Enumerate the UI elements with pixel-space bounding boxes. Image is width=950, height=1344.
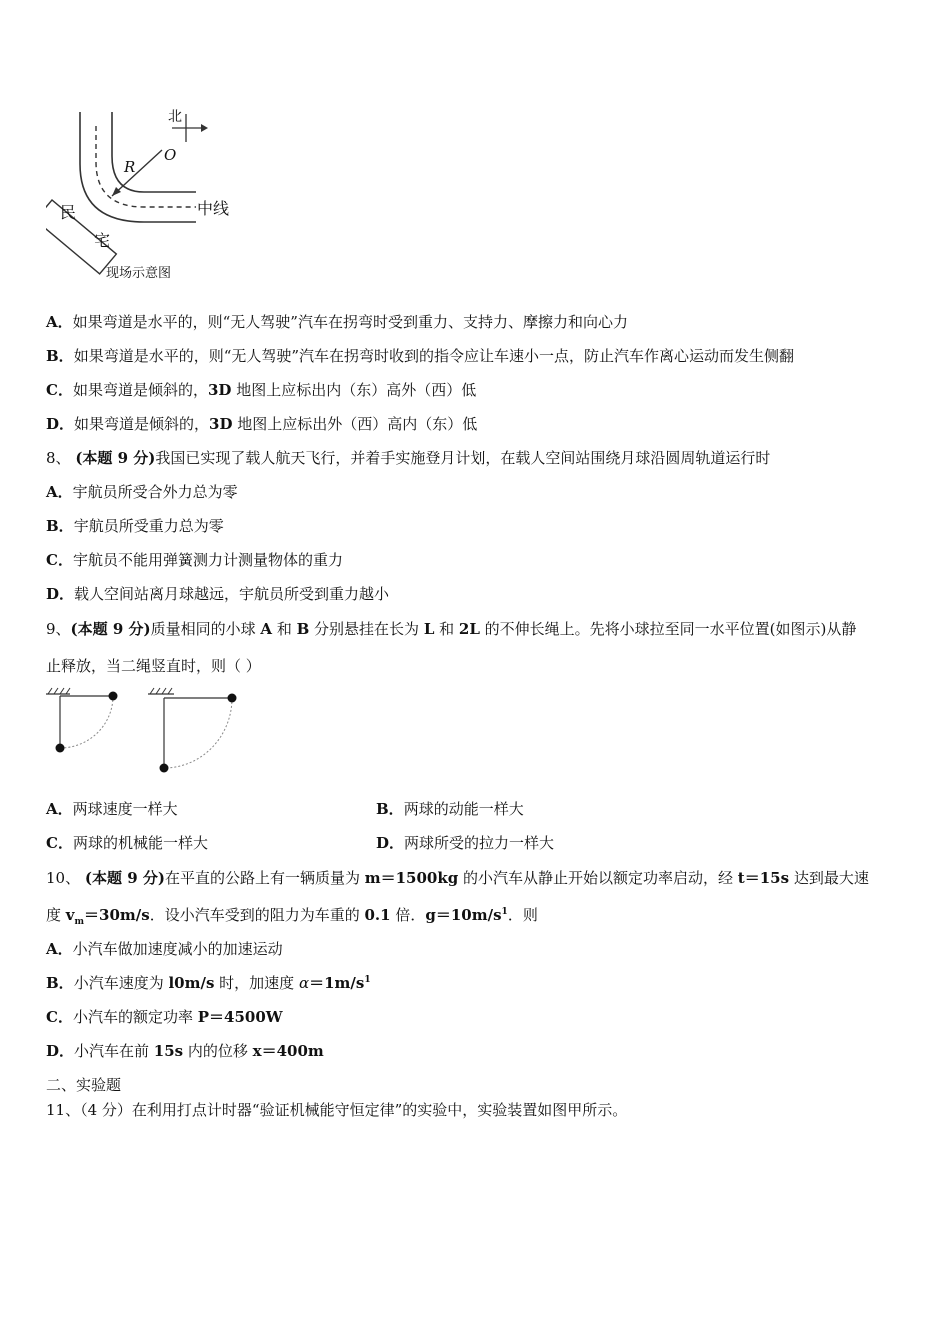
option-label: A． — [46, 483, 73, 501]
length-2l-label: 2L — [458, 620, 480, 638]
vm-subscript: m — [74, 917, 85, 927]
option-label: D． — [46, 585, 75, 603]
pendulum-svg — [40, 686, 260, 776]
option-label: C． — [46, 1008, 73, 1026]
figure-caption: 现场示意图 — [106, 266, 172, 281]
question-number: 8、 — [46, 449, 71, 467]
q7-option-a — [46, 311, 628, 332]
option-text: 小汽车速度为 — [73, 974, 169, 992]
option-text: 小汽车的额定功率 — [72, 1008, 198, 1026]
option-label: C． — [46, 381, 73, 399]
question-number: 10、 — [46, 869, 81, 887]
question-score: (本题 9 分) — [84, 869, 165, 887]
swing-path — [60, 696, 113, 748]
house-label-1: 民 — [60, 203, 77, 222]
ball-b-label: B — [296, 620, 310, 638]
question-text: 和 — [272, 620, 297, 638]
option-bold: 3D — [207, 381, 232, 399]
question-number: 9、 — [46, 620, 71, 638]
question-text: 倍． — [390, 906, 426, 924]
road-inner-edge — [112, 112, 196, 192]
hatch — [162, 688, 166, 694]
option-text: 如果弯道是倾斜的， — [72, 381, 208, 399]
road-diagram-svg — [46, 104, 246, 284]
q9-option-c — [46, 832, 208, 853]
question-score: (本题 9 分) — [70, 620, 151, 638]
option-bold: 3D — [209, 415, 233, 433]
length-l-label: L — [423, 620, 435, 638]
question-text: 的小汽车从静止开始以额定功率启动，经 — [458, 869, 738, 887]
option-text: 如果弯道是水平的，则“无人驾驶”汽车在拐弯时收到的指令应让车速小一点，防止汽车作离心运动而发生侧翻 — [73, 347, 795, 365]
q9-option-d — [376, 832, 554, 853]
question-score: （4 分） — [80, 1101, 132, 1119]
vm-value — [65, 906, 150, 927]
question-text: 达到最大速 — [789, 869, 869, 887]
q8-option-a — [46, 481, 238, 502]
q10-option-d — [46, 1040, 324, 1061]
ball-end — [56, 744, 65, 753]
option-text-tail: 地图上应标出内（东）高外（西）低 — [231, 381, 477, 399]
pendulum-short — [46, 688, 118, 753]
option-bold: l0m/s — [168, 974, 215, 992]
option-text: 宇航员所受重力总为零 — [73, 517, 224, 535]
option-bold: 15s — [153, 1042, 184, 1060]
option-text: 载人空间站离月球越远，宇航员所受到重力越小 — [74, 585, 390, 603]
question-number: 11、 — [46, 1101, 81, 1119]
vm-number: ＝30m/s — [84, 906, 150, 924]
road-diagram-figure — [46, 104, 246, 284]
question-score: (本题 9 分) — [75, 449, 156, 467]
question-text: 在平直的公路上有一辆质量为 — [164, 869, 365, 887]
hatch — [48, 688, 52, 694]
q8-stem — [46, 447, 770, 468]
section-title-text: 二、实验题 — [46, 1076, 122, 1094]
option-text: 如果弯道是水平的，则“无人驾驶”汽车在拐弯时受到重力、支持力、摩擦力和向心力 — [72, 313, 628, 331]
q10-option-a — [46, 938, 283, 959]
option-label: D． — [46, 1042, 75, 1060]
q10-option-c — [46, 1006, 283, 1027]
center-o-label: O — [164, 146, 177, 164]
centerline-label: 中线 — [197, 199, 230, 218]
question-text: 分别悬挂在长为 — [309, 620, 424, 638]
q9-option-a — [46, 798, 178, 819]
q9-stem-line2 — [46, 655, 261, 676]
mass-value: m＝1500kg — [364, 869, 459, 887]
alpha-symbol: α — [298, 974, 310, 992]
option-label: B． — [46, 347, 74, 365]
option-text: 两球所受的拉力一样大 — [404, 834, 555, 852]
hatch — [168, 688, 172, 694]
option-text: 内的位移 — [183, 1042, 253, 1060]
hatch — [150, 688, 154, 694]
road-center-line — [96, 126, 196, 207]
q8-option-b — [46, 515, 224, 536]
radius-r-label: R — [124, 158, 136, 176]
option-text: 宇航员所受合外力总为零 — [72, 483, 238, 501]
question-text: 止释放，当二绳竖直时，则（ ） — [46, 657, 261, 675]
question-text: 和 — [434, 620, 459, 638]
option-text: 如果弯道是倾斜的， — [74, 415, 210, 433]
option-bold: P＝4500W — [197, 1008, 283, 1026]
option-label: C． — [46, 834, 73, 852]
q7-option-c — [46, 379, 476, 400]
hatch — [60, 688, 64, 694]
q7-option-b — [46, 345, 794, 366]
swing-path — [164, 698, 232, 768]
q10-stem-line2 — [46, 904, 538, 927]
option-label: A． — [46, 313, 73, 331]
q8-option-c — [46, 549, 343, 570]
question-text: ．则 — [507, 906, 538, 924]
hatch — [66, 688, 70, 694]
option-text: 小汽车在前 — [74, 1042, 154, 1060]
q10-option-b — [46, 972, 371, 993]
option-label: B． — [46, 517, 74, 535]
option-label: C． — [46, 551, 73, 569]
q10-stem-line1 — [46, 867, 869, 888]
question-text: 我国已实现了载人航天飞行，并着手实施登月计划，在载人空间站围绕月球沿圆周轨道运行时 — [155, 449, 771, 467]
hatch — [54, 688, 58, 694]
option-superscript: 1 — [364, 975, 371, 985]
pendulum-long — [148, 688, 237, 773]
option-text: 宇航员不能用弹簧测力计测量物体的重力 — [72, 551, 343, 569]
vm-symbol: v — [65, 906, 75, 924]
house-label-2: 宅 — [94, 231, 111, 250]
section-title — [46, 1074, 121, 1095]
question-text: ．设小汽车受到的阻力为车重的 — [149, 906, 365, 924]
question-text: 的不伸长绳上。先将小球拉至同一水平位置(如图示)从静 — [479, 620, 857, 638]
option-label: B． — [376, 800, 404, 818]
question-text: 在利用打点计时器“验证机械能守恒定律”的实验中，实验装置如图甲所示。 — [131, 1101, 628, 1119]
q7-option-d — [46, 413, 477, 434]
option-text: 两球速度一样大 — [72, 800, 178, 818]
q9-option-b — [376, 798, 524, 819]
compass-arrow-icon — [201, 124, 208, 132]
q8-option-d — [46, 583, 389, 604]
hatch — [156, 688, 160, 694]
radius-line — [112, 150, 162, 196]
option-bold: ＝1m/s — [309, 974, 365, 992]
north-label: 北 — [168, 109, 182, 125]
option-label: D． — [46, 415, 75, 433]
option-label: A． — [46, 800, 73, 818]
ball-start — [109, 692, 118, 701]
option-text: 小汽车做加速度减小的加速运动 — [72, 940, 283, 958]
time-value: t＝15s — [737, 869, 790, 887]
g-value — [425, 906, 507, 924]
option-label: B． — [46, 974, 74, 992]
option-label: A． — [46, 940, 73, 958]
ball-start — [228, 694, 237, 703]
g-superscript: 1 — [501, 907, 508, 917]
q11-stem — [46, 1099, 627, 1120]
option-text: 两球的机械能一样大 — [72, 834, 208, 852]
g-number: g＝10m/s — [425, 906, 502, 924]
question-text: 度 — [46, 906, 66, 924]
option-text-tail: 地图上应标出外（西）高内（东）低 — [232, 415, 478, 433]
option-bold: x＝400m — [252, 1042, 324, 1060]
ratio-value: 0.1 — [364, 906, 391, 924]
ball-end — [160, 764, 169, 773]
option-text: 两球的动能一样大 — [403, 800, 524, 818]
pendulum-figure — [40, 686, 260, 776]
option-text: 时，加速度 — [214, 974, 299, 992]
question-text: 质量相同的小球 — [150, 620, 261, 638]
ball-a-label: A — [260, 620, 273, 638]
option-label: D． — [376, 834, 405, 852]
q9-stem-line1 — [46, 618, 856, 639]
